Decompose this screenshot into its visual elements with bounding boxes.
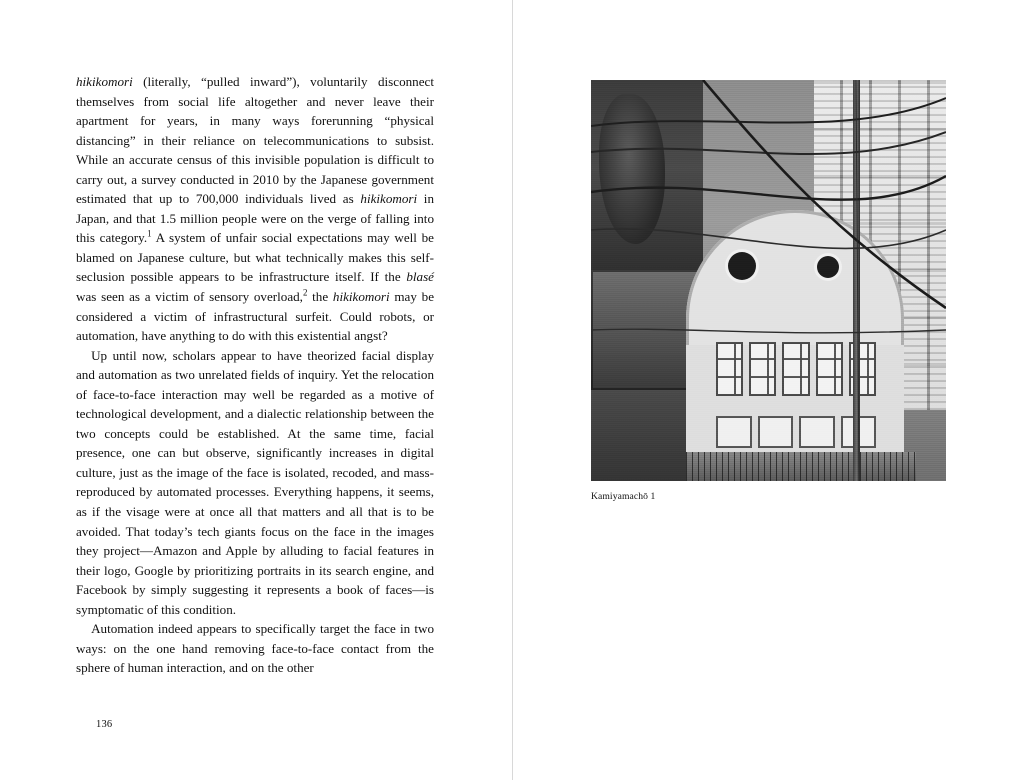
figure-caption: Kamiyamachō 1 [591, 491, 656, 502]
right-page [512, 0, 1024, 780]
footnote-marker-2: 2 [302, 287, 308, 298]
paragraph-3: Automation indeed appears to specifically target the face in two ways: on the one hand removing face-to-face contact from the sphere of human interaction, and on the other [76, 621, 434, 676]
footnote-marker-1: 1 [147, 229, 152, 240]
term-hikikomori-1: hikikomori [76, 74, 133, 89]
paragraph-1: hikikomori (literally, “pulled inward”), voluntarily disconnect themselves from social life altogether and never leave their apartment for years, in many ways forerunning “physical distancing” in their reliance on telecommunications to subsist. While an accurate census of this invisible population is difficult to carry out, a survey conducted in 2010 by the Japanese government estimated that up to 700,000 individuals lived as hikikomori in Japan, and that 1.5 million people were on the verge of falling into this category.$^1$ A system of unfair social expectations may well be blamed on Japanese culture, but what technically makes this self-seclusion possible appears to be infrastructure itself. If the blasé was seen as a victim of sensory overload,$^2$ the hikikomori may be considered a victim of infrastructural surfeit. Could robots, or automation, have anything to do with this existential angst? [76, 74, 435, 344]
body-text-column [76, 72, 434, 678]
figure-block [591, 80, 946, 502]
paragraph-2: Up until now, scholars appear to have theorized facial display and automation as two unrelated fields of inquiry. Yet the relocation of face-to-face interaction may well be regarded as a motive of technological development, and a dialectic relationship between the two concepts could be established. At the same time, facial presence, one can but observe, significantly increases in digital culture, just as the image of the face is isolated, recoded, and mass-reproduced by automated processes. Everything happens, it seems, as if the visage were at once all that matters and all that is to be avoided. That today’s tech giants focus on the face in the images they project—Amazon and Apple by alluding to facial features in their logo, Google by prioritizing portraits in its search engine, and Facebook by simply suggesting it represents a book of faces—is symptomatic of this condition. [76, 347, 434, 617]
page-number: 136 [96, 719, 113, 730]
term-hikikomori-3: hikikomori [332, 289, 390, 305]
term-blase: blasé [406, 269, 434, 285]
photo-grain-overlay [591, 80, 946, 481]
photograph-kamiyamacho-1 [591, 80, 946, 481]
term-hikikomori-2: hikikomori [360, 191, 418, 207]
